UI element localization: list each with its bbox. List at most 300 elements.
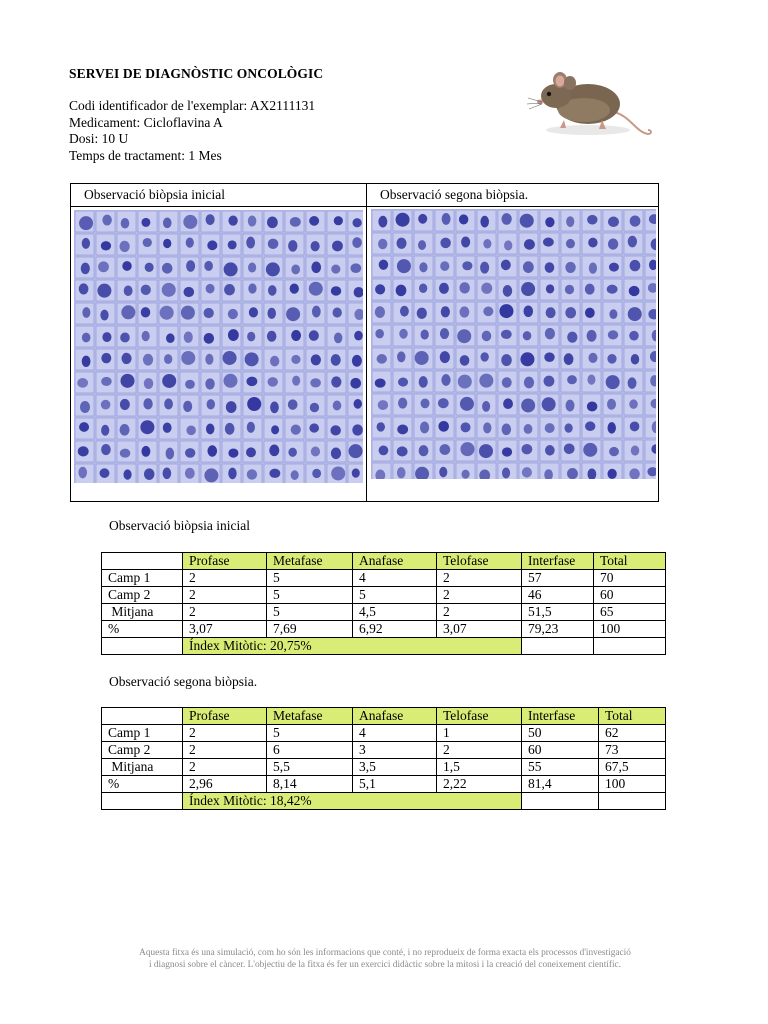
header-cell: Telofase	[437, 708, 522, 725]
cell-nucleus	[629, 399, 638, 408]
table-cell: 60	[594, 587, 666, 604]
cell-nucleus	[352, 237, 362, 248]
cell-nucleus	[462, 261, 472, 270]
table-cell: 50	[522, 725, 599, 742]
cell-nucleus	[588, 353, 597, 363]
table-cell: 100	[594, 621, 666, 638]
cell-nucleus	[183, 401, 192, 412]
cell-nucleus	[439, 283, 449, 294]
table-cell: 55	[522, 759, 599, 776]
cell-nucleus	[418, 214, 427, 224]
table-cell: 2	[183, 587, 267, 604]
cell-nucleus	[100, 310, 108, 321]
cell-nucleus	[502, 377, 512, 388]
cell-nucleus	[349, 444, 363, 458]
cell-nucleus	[225, 423, 235, 435]
cell-nucleus	[120, 399, 130, 410]
cell-nucleus	[589, 263, 597, 274]
cell-nucleus	[119, 241, 129, 252]
cell-nucleus	[291, 424, 301, 434]
cell-nucleus	[631, 445, 640, 455]
cell-nucleus	[141, 285, 151, 295]
cell-nucleus	[246, 447, 256, 457]
initial-biopsy-micrograph	[74, 210, 363, 483]
cell-nucleus	[224, 284, 235, 295]
cell-nucleus	[228, 448, 238, 457]
cell-nucleus	[82, 333, 91, 343]
cell-nucleus	[502, 468, 510, 479]
cell-nucleus	[228, 329, 239, 341]
cell-nucleus	[166, 448, 174, 460]
cell-nucleus	[143, 238, 152, 247]
cell-nucleus	[82, 238, 90, 249]
cell-nucleus	[396, 238, 406, 249]
table-cell	[522, 638, 594, 655]
table-cell: 2,22	[437, 776, 522, 793]
cell-nucleus	[246, 377, 257, 387]
cell-nucleus	[206, 214, 215, 225]
cell-nucleus	[585, 308, 595, 318]
cell-nucleus	[628, 307, 642, 321]
cell-nucleus	[398, 398, 407, 409]
cell-nucleus	[524, 424, 533, 434]
cell-nucleus	[185, 448, 195, 458]
disclaimer-footer	[100, 947, 670, 971]
cell-nucleus	[186, 260, 195, 272]
cell-nucleus	[483, 307, 493, 317]
cell-nucleus	[101, 241, 111, 250]
initial-biopsy-heading: Observació biòpsia inicial	[84, 187, 225, 202]
cell-nucleus	[630, 216, 641, 227]
table-cell: 2	[437, 570, 522, 587]
mitotic-index: Índex Mitòtic: 20,75%	[183, 638, 522, 655]
table-cell	[102, 793, 183, 810]
table2-caption: Observació segona biòpsia.	[109, 674, 258, 689]
cell-nucleus	[421, 399, 430, 409]
table-cell: 2	[183, 759, 267, 776]
cell-nucleus	[309, 330, 319, 341]
cell-nucleus	[441, 374, 450, 386]
cell-nucleus	[479, 374, 493, 388]
cell-nucleus	[521, 282, 535, 296]
cell-nucleus	[566, 239, 575, 248]
cell-nucleus	[311, 241, 320, 251]
cell-nucleus	[291, 264, 300, 274]
cell-nucleus	[78, 467, 87, 479]
table-cell: 2	[437, 742, 522, 759]
cell-nucleus	[587, 374, 595, 384]
row-label: %	[102, 621, 183, 638]
cell-nucleus	[309, 423, 319, 432]
row-label: Mitjana	[102, 759, 183, 776]
cell-nucleus	[160, 306, 174, 320]
table-cell: 5	[267, 725, 353, 742]
cell-nucleus	[375, 284, 385, 294]
cell-nucleus	[331, 466, 345, 480]
table-cell: 62	[599, 725, 666, 742]
cell-nucleus	[400, 306, 409, 317]
mitotic-index: Índex Mitòtic: 18,42%	[183, 793, 522, 810]
cell-nucleus	[440, 351, 450, 363]
cell-nucleus	[248, 283, 256, 293]
cell-nucleus	[331, 376, 341, 387]
cell-nucleus	[309, 216, 319, 226]
cell-nucleus	[504, 240, 512, 250]
cell-nucleus	[247, 397, 261, 411]
table-row	[102, 793, 666, 810]
cell-nucleus	[609, 447, 619, 456]
cell-nucleus	[141, 446, 150, 457]
table-cell: 67,5	[599, 759, 666, 776]
cell-nucleus	[207, 240, 217, 250]
table-cell	[522, 793, 599, 810]
cell-nucleus	[607, 422, 615, 433]
observation-images-table	[70, 183, 659, 502]
cell-nucleus	[312, 306, 321, 318]
cell-nucleus	[607, 469, 616, 479]
cell-nucleus	[566, 400, 575, 412]
cell-nucleus	[290, 284, 299, 294]
cell-nucleus	[120, 333, 130, 343]
cell-nucleus	[228, 216, 237, 226]
drug-name: Medicament: Cicloflavina A	[69, 114, 223, 130]
table-cell: 73	[599, 742, 666, 759]
cell-nucleus	[204, 261, 213, 271]
cell-nucleus	[186, 238, 194, 248]
table-cell: 5,5	[267, 759, 353, 776]
cell-nucleus	[502, 424, 512, 436]
cell-nucleus	[419, 376, 428, 388]
table-cell: 4,5	[353, 604, 437, 621]
cell-nucleus	[163, 423, 172, 433]
cell-nucleus	[79, 283, 89, 294]
cell-nucleus	[228, 240, 237, 249]
cell-nucleus	[228, 309, 238, 319]
cell-nucleus	[482, 401, 490, 412]
cell-nucleus	[162, 374, 176, 388]
cell-nucleus	[607, 399, 616, 410]
cell-nucleus	[226, 401, 237, 413]
cell-nucleus	[545, 423, 555, 433]
cell-nucleus	[331, 265, 340, 274]
cell-nucleus	[206, 284, 215, 294]
cell-nucleus	[522, 444, 533, 454]
cell-nucleus	[79, 216, 93, 230]
cell-nucleus	[375, 306, 385, 318]
cell-nucleus	[631, 354, 639, 364]
cell-nucleus	[461, 422, 471, 432]
table1-caption: Observació biòpsia inicial	[109, 518, 250, 533]
table-row	[102, 604, 666, 621]
cell-nucleus	[100, 468, 110, 478]
cell-nucleus	[141, 307, 150, 317]
cell-nucleus	[354, 399, 362, 409]
cell-nucleus	[311, 447, 320, 457]
table-cell: 4	[353, 570, 437, 587]
row-label: %	[102, 776, 183, 793]
cell-nucleus	[587, 330, 597, 342]
cell-nucleus	[78, 446, 89, 456]
cell-nucleus	[461, 236, 470, 247]
table-row	[102, 742, 666, 759]
cell-nucleus	[334, 332, 342, 343]
row-label: Camp 1	[102, 570, 183, 587]
cell-nucleus	[583, 443, 597, 457]
cell-nucleus	[143, 398, 152, 409]
cell-nucleus	[375, 378, 386, 387]
table-cell: 65	[594, 604, 666, 621]
cell-nucleus	[81, 263, 90, 274]
cell-nucleus	[421, 330, 429, 340]
cell-nucleus	[501, 213, 511, 225]
table-cell: 6,92	[353, 621, 437, 638]
cell-nucleus	[185, 468, 195, 479]
header-cell: Profase	[183, 553, 267, 570]
table-cell	[102, 638, 183, 655]
cell-nucleus	[121, 353, 131, 364]
cell-nucleus	[352, 218, 361, 227]
cell-nucleus	[224, 262, 238, 276]
cell-nucleus	[480, 216, 489, 228]
mouse-illustration	[518, 64, 654, 142]
row-label: Camp 1	[102, 725, 183, 742]
initial-biopsy-table	[101, 552, 666, 655]
table-cell: 3,07	[183, 621, 267, 638]
cell-nucleus	[248, 262, 256, 272]
table-cell: 2,96	[183, 776, 267, 793]
cell-nucleus	[120, 374, 134, 388]
cell-nucleus	[80, 401, 90, 413]
table-cell: 51,5	[522, 604, 594, 621]
table-cell: 2	[437, 604, 522, 621]
second-biopsy-heading: Observació segona biòpsia.	[380, 187, 529, 202]
cell-nucleus	[291, 355, 300, 364]
cell-nucleus	[503, 398, 513, 409]
cell-nucleus	[123, 469, 131, 479]
cell-nucleus	[609, 309, 617, 319]
cell-nucleus	[144, 378, 153, 389]
cell-nucleus	[186, 426, 195, 436]
specimen-code: Codi identificador de l'exemplar: AX2111131	[69, 98, 316, 113]
second-biopsy-table	[101, 707, 666, 810]
cell-nucleus	[499, 304, 513, 318]
cell-nucleus	[398, 378, 408, 387]
second-biopsy-micrograph	[371, 209, 656, 479]
cell-nucleus	[629, 286, 640, 296]
cell-nucleus	[122, 261, 131, 271]
cell-nucleus	[379, 260, 388, 270]
cell-nucleus	[438, 421, 449, 432]
table-cell: 5	[267, 604, 353, 621]
cell-nucleus	[545, 262, 555, 273]
cell-nucleus	[333, 400, 342, 410]
cell-nucleus	[330, 425, 340, 435]
cell-nucleus	[565, 423, 573, 432]
cell-nucleus	[565, 262, 575, 273]
table-row	[102, 621, 666, 638]
cell-nucleus	[97, 284, 111, 298]
table-cell: 7,69	[267, 621, 353, 638]
cell-nucleus	[82, 307, 90, 318]
cell-nucleus	[332, 241, 343, 252]
cell-nucleus	[587, 401, 597, 411]
cell-nucleus	[399, 329, 407, 339]
cell-nucleus	[501, 330, 512, 339]
cell-nucleus	[350, 378, 361, 389]
cell-nucleus	[245, 352, 259, 366]
cell-nucleus	[418, 240, 426, 250]
cell-nucleus	[523, 331, 532, 340]
cell-nucleus	[270, 402, 279, 414]
cell-nucleus	[587, 215, 597, 225]
cell-nucleus	[520, 352, 534, 366]
cell-nucleus	[415, 351, 429, 365]
cell-nucleus	[375, 329, 384, 338]
cell-nucleus	[290, 217, 301, 227]
cell-nucleus	[292, 376, 300, 386]
cell-nucleus	[101, 353, 111, 364]
row-label: Camp 2	[102, 742, 183, 759]
cell-nucleus	[396, 285, 407, 297]
cell-nucleus	[142, 331, 150, 341]
cell-nucleus	[311, 262, 321, 274]
cell-nucleus	[140, 420, 154, 434]
cell-nucleus	[483, 239, 491, 249]
cell-nucleus	[271, 425, 279, 434]
cell-nucleus	[523, 261, 534, 273]
cell-nucleus	[546, 307, 556, 318]
table-row	[102, 570, 666, 587]
cell-nucleus	[417, 308, 427, 319]
cell-nucleus	[331, 354, 341, 366]
cell-nucleus	[291, 330, 301, 341]
header-cell: Profase	[183, 708, 267, 725]
cell-nucleus	[461, 470, 469, 479]
cell-nucleus	[204, 333, 214, 344]
cell-nucleus	[608, 238, 618, 249]
table-header-row	[102, 553, 666, 570]
cell-nucleus	[204, 468, 218, 482]
cell-nucleus	[544, 352, 554, 362]
row-label: Camp 2	[102, 587, 183, 604]
cell-nucleus	[396, 213, 410, 227]
cell-nucleus	[501, 260, 511, 271]
cell-nucleus	[542, 397, 556, 411]
table-cell: 3	[353, 742, 437, 759]
cell-nucleus	[545, 445, 555, 456]
header-cell: Metafase	[267, 553, 353, 570]
cell-nucleus	[397, 259, 411, 273]
cell-nucleus	[378, 239, 387, 250]
cell-nucleus	[291, 470, 299, 480]
cell-nucleus	[520, 214, 534, 228]
cell-nucleus	[460, 442, 474, 456]
cell-nucleus	[482, 331, 492, 342]
cell-nucleus	[267, 331, 277, 342]
cell-nucleus	[163, 218, 172, 229]
header-cell: Telofase	[437, 553, 522, 570]
cell-nucleus	[628, 236, 637, 248]
cell-nucleus	[460, 397, 474, 411]
cell-nucleus	[458, 375, 472, 389]
cell-nucleus	[162, 263, 173, 274]
table-divider	[366, 184, 367, 501]
cell-nucleus	[585, 284, 595, 295]
cell-nucleus	[607, 354, 616, 364]
cell-nucleus	[246, 237, 255, 249]
footer-line: i diagnosi sobre el càncer. L'objectiu de la fitxa és fer un exercici didàctic sobre la mitosi i la creació del coneixement científic.	[148, 960, 621, 970]
row-label: Mitjana	[102, 604, 183, 621]
cell-nucleus	[79, 422, 89, 432]
cell-nucleus	[501, 354, 511, 366]
cell-nucleus	[166, 333, 175, 343]
cell-nucleus	[121, 305, 135, 319]
cell-nucleus	[102, 215, 112, 226]
cell-nucleus	[248, 216, 257, 227]
cell-nucleus	[629, 468, 639, 479]
cell-nucleus	[247, 332, 255, 342]
cell-nucleus	[144, 468, 154, 480]
table-row	[102, 638, 666, 655]
cell-nucleus	[101, 444, 111, 455]
page-title: SERVEI DE DIAGNÒSTIC ONCOLÒGIC	[69, 66, 324, 81]
cell-nucleus	[120, 449, 131, 458]
cell-nucleus	[352, 355, 362, 367]
cell-nucleus	[270, 356, 279, 367]
cell-nucleus	[565, 307, 576, 318]
cell-nucleus	[286, 307, 300, 321]
cell-nucleus	[439, 467, 447, 478]
cell-nucleus	[268, 285, 276, 296]
cell-nucleus	[331, 286, 341, 295]
cell-nucleus	[124, 285, 133, 296]
cell-nucleus	[545, 217, 554, 227]
cell-nucleus	[334, 216, 343, 225]
cell-nucleus	[247, 422, 255, 433]
table-row	[102, 759, 666, 776]
table-cell: 81,4	[522, 776, 599, 793]
cell-nucleus	[606, 375, 620, 389]
cell-nucleus	[269, 469, 280, 478]
cell-nucleus	[546, 284, 554, 293]
table-cell: 8,14	[267, 776, 353, 793]
header-cell: Interfase	[522, 708, 599, 725]
cell-nucleus	[522, 467, 532, 477]
cell-nucleus	[565, 285, 574, 294]
cell-nucleus	[352, 468, 360, 477]
table-row	[102, 587, 666, 604]
cell-nucleus	[524, 377, 534, 389]
cell-nucleus	[379, 446, 389, 456]
cell-nucleus	[521, 398, 535, 412]
cell-nucleus	[585, 421, 595, 431]
table-cell: 100	[599, 776, 666, 793]
header-cell	[102, 708, 183, 725]
cell-nucleus	[267, 217, 278, 229]
cell-nucleus	[459, 214, 468, 224]
cell-nucleus	[310, 403, 319, 413]
cell-nucleus	[566, 216, 574, 227]
cell-nucleus	[312, 469, 321, 478]
cell-nucleus	[143, 354, 153, 366]
header-cell: Anafase	[353, 708, 437, 725]
cell-nucleus	[564, 353, 574, 365]
cell-nucleus	[524, 305, 534, 317]
cell-nucleus	[101, 377, 112, 386]
table-cell: 1,5	[437, 759, 522, 776]
cell-nucleus	[502, 447, 512, 456]
table-cell: 2	[183, 570, 267, 587]
